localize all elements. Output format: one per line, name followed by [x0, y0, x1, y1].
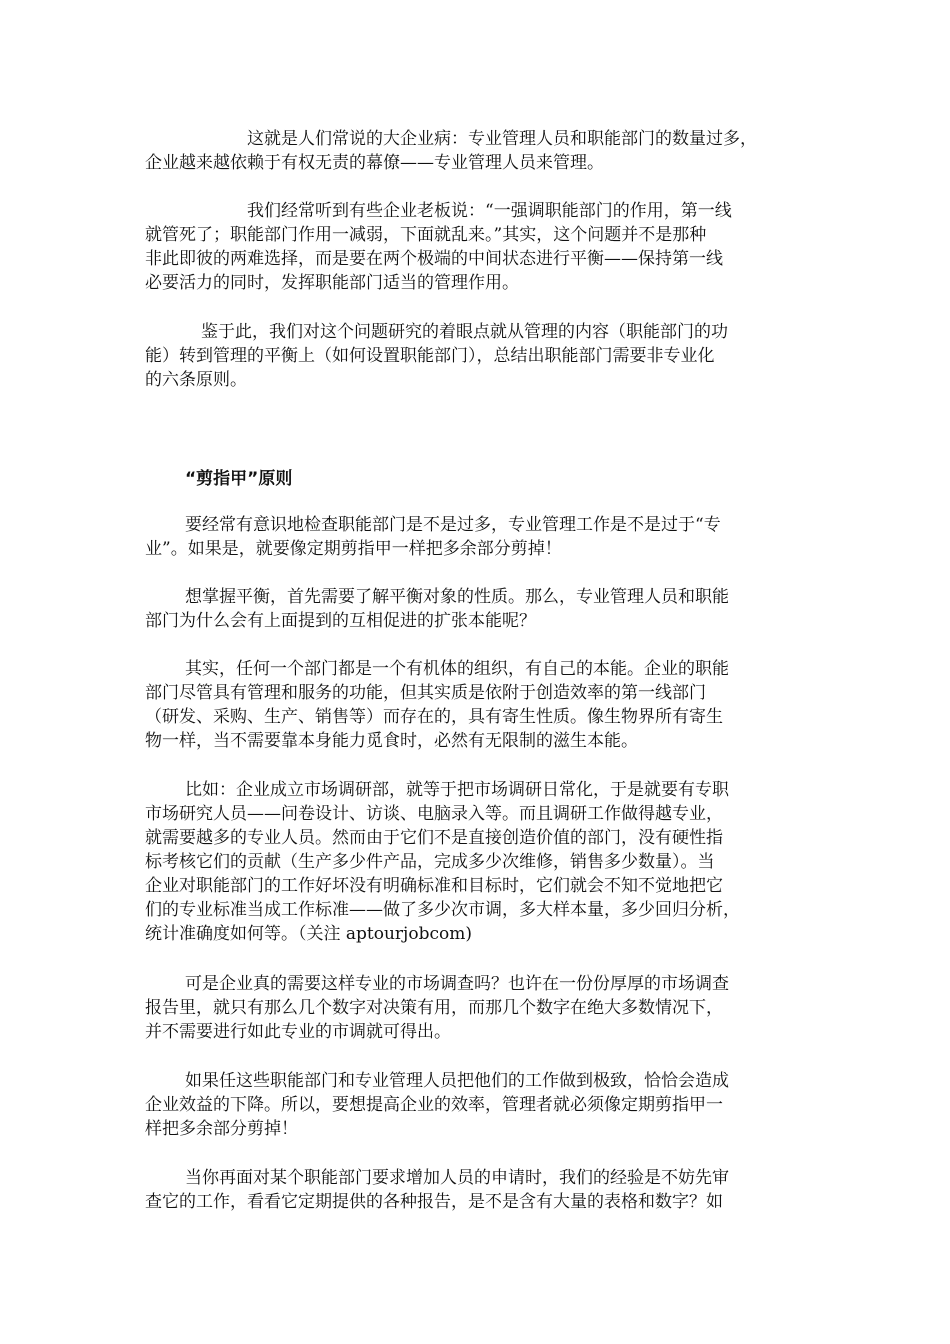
- text-line: 非此即彼的两难选择，而是要在两个极端的中间状态进行平衡——保持第一线: [145, 249, 723, 269]
- text-line: 如果任这些职能部门和专业管理人员把他们的工作做到极致，恰恰会造成: [185, 1071, 729, 1091]
- text-line: 统计准确度如何等。（关注 aptourjobcom): [145, 924, 472, 944]
- paragraph-six-principles: [145, 320, 810, 392]
- text-line: 业”。如果是，就要像定期剪指甲一样把多余部分剪掉！: [145, 539, 562, 559]
- text-line: 就管死了；职能部门作用一减弱，下面就乱来。”其实，这个问题并不是那种: [145, 225, 707, 245]
- text-line: 物一样，当不需要靠本身能力觅食时，必然有无限制的滋生本能。: [145, 731, 638, 751]
- paragraph-check-departments: [145, 513, 810, 561]
- paragraph-boss-quote: [145, 199, 810, 295]
- text-line: 市场研究人员——问卷设计、访谈、电脑录入等。而且调研工作做得越专业，: [145, 804, 723, 824]
- text-line: 部门为什么会有上面提到的互相促进的扩张本能呢？: [145, 611, 536, 631]
- text-line: 这就是人们常说的大企业病：专业管理人员和职能部门的数量过多，: [247, 129, 757, 149]
- text-line: 报告里，就只有那么几个数字对决策有用，而那几个数字在绝大多数情况下，: [145, 998, 723, 1018]
- text-line: 部门尽管具有管理和服务的功能，但其实质是依附于创造效率的第一线部门: [145, 683, 706, 703]
- text-line: 们的专业标准当成工作标准——做了多少次市调，多大样本量，多少回归分析，: [145, 900, 740, 920]
- text-line: 企业效益的下降。所以，要想提高企业的效率，管理者就必须像定期剪指甲一: [145, 1095, 723, 1115]
- text-line: 企业越来越依赖于有权无责的幕僚——专业管理人员来管理。: [145, 153, 604, 173]
- text-line: 企业对职能部门的工作好坏没有明确标准和目标时，它们就会不知不觉地把它: [145, 876, 723, 896]
- paragraph-parasitic-nature: [145, 657, 810, 753]
- text-line: 其实，任何一个部门都是一个有机体的组织，有自己的本能。企业的职能: [185, 659, 729, 679]
- text-line: 必要活力的同时，发挥职能部门适当的管理作用。: [145, 273, 519, 293]
- text-line: 我们经常听到有些企业老板说：“一强调职能部门的作用，第一线: [247, 201, 732, 221]
- text-line: 要经常有意识地检查职能部门是不是过多，专业管理工作是不是过于“专: [185, 515, 721, 535]
- text-line: 就需要越多的专业人员。然而由于它们不是直接创造价值的部门，没有硬性指: [145, 828, 723, 848]
- text-line: 比如：企业成立市场调研部，就等于把市场调研日常化，于是就要有专职: [185, 780, 729, 800]
- text-line: 当你再面对某个职能部门要求增加人员的申请时，我们的经验是不妨先审: [185, 1168, 729, 1188]
- text-line: 样把多余部分剪掉！: [145, 1119, 298, 1139]
- paragraph-big-company-disease: [145, 127, 810, 175]
- text-line: 鉴于此，我们对这个问题研究的着眼点就从管理的内容（职能部门的功: [201, 322, 728, 342]
- paragraph-market-research-example: [145, 778, 810, 946]
- section-heading: “剪指甲”原则: [185, 469, 293, 489]
- paragraph-market-survey-question: [145, 972, 810, 1044]
- text-line: 标考核它们的贡献（生产多少件产品，完成多少次维修，销售多少数量）。当: [145, 852, 715, 872]
- text-line: 查它的工作，看看它定期提供的各种报告，是不是含有大量的表格和数字？如: [145, 1192, 723, 1212]
- text-line: 的六条原则。: [145, 370, 247, 390]
- text-line: 能）转到管理的平衡上（如何设置职能部门），总结出职能部门需要非专业化: [145, 346, 715, 366]
- paragraph-staffing-request: [145, 1166, 810, 1214]
- paragraph-balance-nature: [145, 585, 810, 633]
- paragraph-efficiency-decline: [145, 1069, 810, 1141]
- text-line: （研发、采购、生产、销售等）而存在的，具有寄生性质。像生物界所有寄生: [145, 707, 723, 727]
- text-line: 可是企业真的需要这样专业的市场调查吗？也许在一份份厚厚的市场调查: [185, 974, 729, 994]
- text-line: 想掌握平衡，首先需要了解平衡对象的性质。那么，专业管理人员和职能: [185, 587, 729, 607]
- text-line: 并不需要进行如此专业的市调就可得出。: [145, 1022, 451, 1042]
